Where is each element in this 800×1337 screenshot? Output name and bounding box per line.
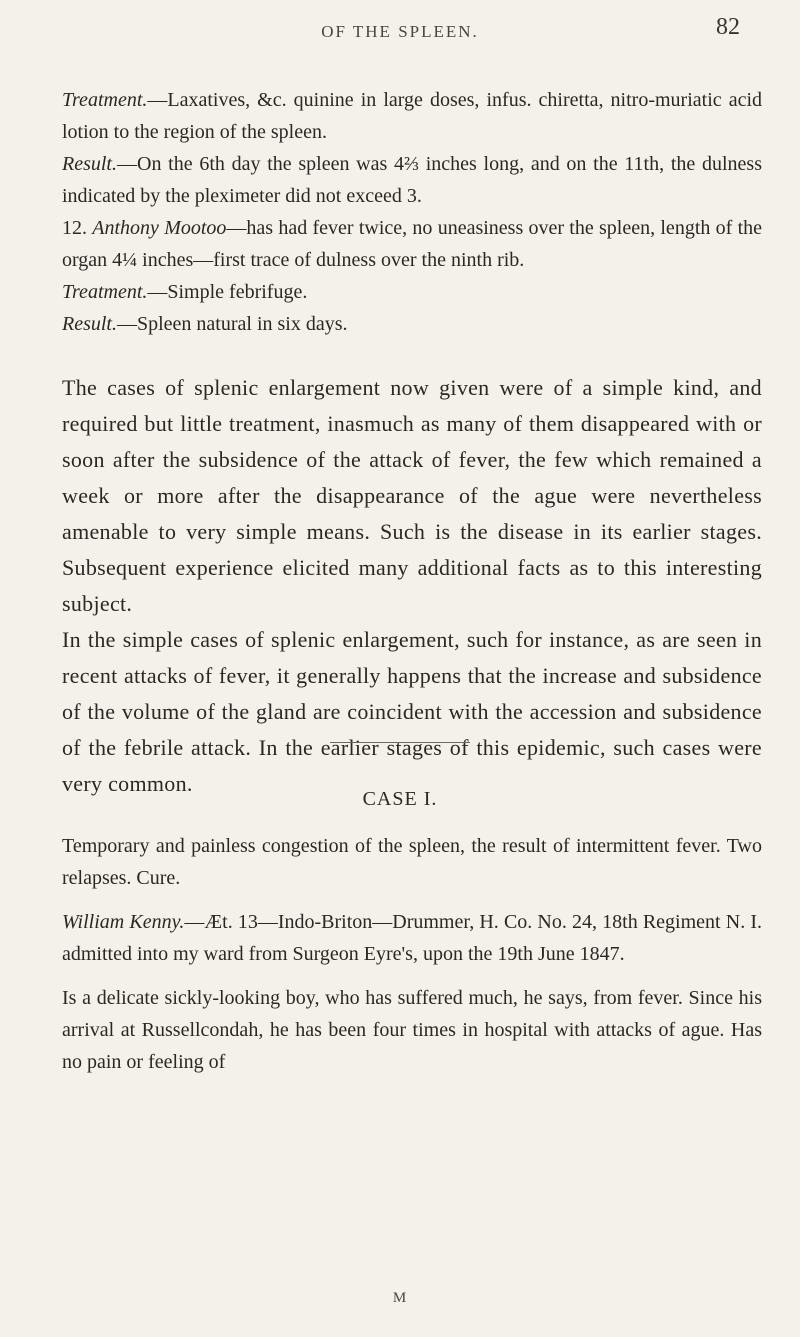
- top-text-block: [62, 84, 762, 340]
- result-label: Result.: [62, 153, 117, 175]
- treatment-label: Treatment.: [62, 89, 148, 111]
- result-text-2: —Spleen natural in six days.: [117, 313, 348, 335]
- case-text-block: [62, 830, 762, 1078]
- treatment-text: —Laxatives, &c. quinine in large doses, infus. chiretta, nitro-muriatic acid lotion to the region of the spleen.: [62, 89, 762, 143]
- paragraph-treatment-1: [62, 84, 762, 148]
- patient-paragraph: [62, 906, 762, 970]
- paragraph-result-2: [62, 308, 762, 340]
- history-paragraph: Is a delicate sickly-looking boy, who has suffered much, he says, from fever. Since his arrival at Russellcondah, he has been four times in hospital with attacks of ague. Has no pain or feeling of: [62, 987, 762, 1073]
- section-divider: [330, 742, 470, 743]
- middle-text-block: [62, 370, 762, 802]
- paragraph-case-12: [62, 212, 762, 276]
- case-title: CASE I.: [362, 788, 438, 810]
- page-number: 82: [716, 14, 740, 40]
- case-number: 12.: [62, 217, 87, 239]
- treatment-text-2: —Simple febrifuge.: [147, 281, 308, 303]
- case-12-text: —has had fever twice, no uneasiness over the spleen, length of the organ 4¼ inches—first trace of dulness over the ninth rib.: [62, 217, 763, 271]
- paragraph-result-1: [62, 148, 762, 212]
- patient-details: —Æt. 13—Indo-Briton—Drummer, H. Co. No. 24, 18th Regiment N. I. admitted into my ward from Surgeon Eyre's, upon the 19th June 1847.: [62, 911, 762, 965]
- paragraph-treatment-2: [62, 276, 762, 308]
- result-text: —On the 6th day the spleen was 4⅔ inches long, and on the 11th, the dulness indicated by the pleximeter did not exceed 3.: [62, 153, 762, 207]
- treatment-label-2: Treatment.: [62, 281, 148, 303]
- result-label-2: Result.: [62, 313, 117, 335]
- patient-name-william: William Kenny.: [62, 911, 185, 933]
- patient-name-anthony: Anthony Mootoo: [92, 217, 227, 239]
- paragraph-splenic-cases: The cases of splenic enlargement now given were of a simple kind, and required but little treatment, inasmuch as many of them disappeared with or soon after the subsidence of the attack of fever, the few which remained a week or more after the disappearance of the ague were nevertheless amenable to very simple means. Such is the disease in its earlier stages. Subsequent experience elicited many additional facts as to this interesting subject.: [62, 375, 762, 616]
- case-summary: Temporary and painless congestion of the spleen, the result of intermittent fever. Two relapses. Cure.: [62, 835, 762, 889]
- running-head: OF THE SPLEEN.: [321, 22, 479, 41]
- paragraph-simple-cases: In the simple cases of splenic enlargement, such for instance, as are seen in recent attacks of fever, it generally happens that the increase and subsidence of the volume of the gland are coincident with the accession and subsidence of the febrile attack. In the earlier stages of this epidemic, such cases were very common.: [62, 627, 762, 796]
- signature-mark: M: [392, 1290, 408, 1306]
